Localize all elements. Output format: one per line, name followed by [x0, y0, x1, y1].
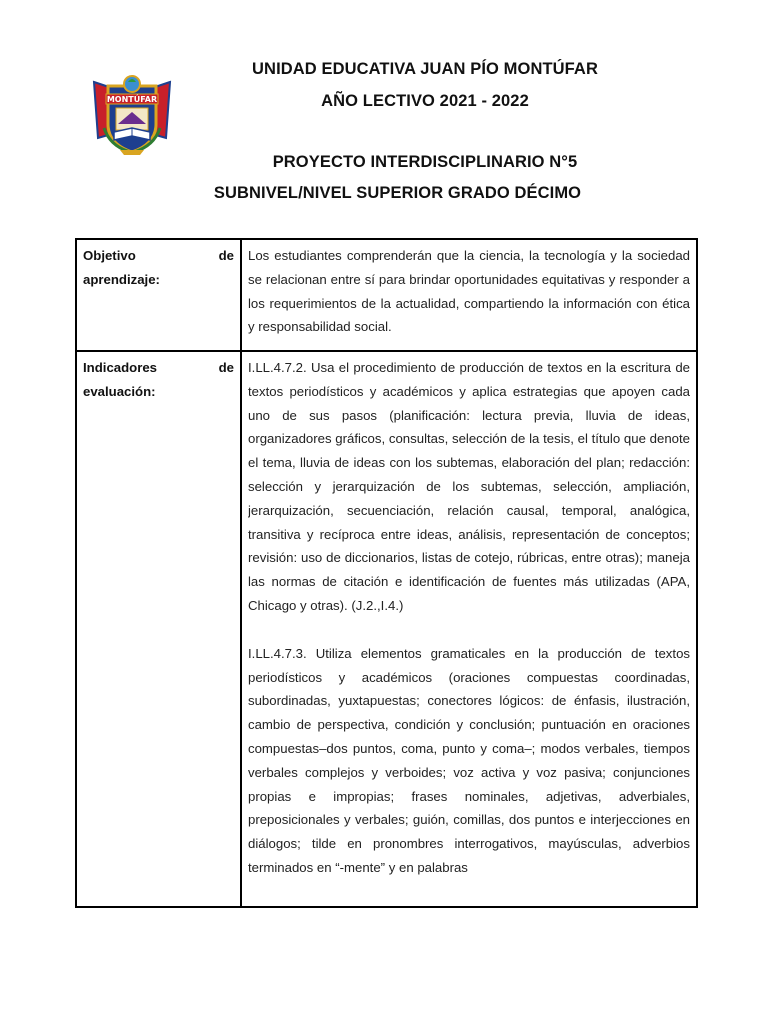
row-content-cell [241, 351, 697, 907]
objective-paragraph: Los estudiantes comprenderán que la ciencia, la tecnología y la sociedad se relacionan entre sí para brindar oportunidades equitativas y responder a los requerimientos de la actualidad, compartiendo la información con ética y responsabilidad social. [248, 248, 690, 335]
row-label-word: Indicadores [83, 360, 158, 375]
school-crest-logo [90, 72, 174, 156]
row-content-cell [241, 239, 697, 351]
indicator-paragraph: I.LL.4.7.3. Utiliza elementos gramaticales en la producción de textos periodísticos y académicos (oraciones compuestas coordinadas, subordinadas, yuxtapuestas; conectores lógicos: de énfasis, ilustración, cambio de perspectiva, condición y conclusión; puntuación en oraciones compuestas–dos puntos, coma, punto y coma–; modos verbales, tiempos verbales complejos y verboides; voz activa y voz pasiva; conjunciones propias e impropias; frases nominales, adjetivas, adverbiales, preposicionales y verbales; guión, comillas, dos puntos e interjecciones en diálogos; tilde en pronombres interrogativos, mayúsculas, adverbios terminados en “-mente” y en palabras [248, 645, 690, 875]
row-label-word: Objetivo [83, 248, 136, 263]
project-table [75, 238, 698, 908]
row-label-word: aprendizaje: [83, 271, 160, 287]
project-title: PROYECTO INTERDISCIPLINARIO N°5 [272, 153, 578, 171]
row-label-cell [76, 239, 241, 351]
row-label-cell [76, 351, 241, 907]
row-label-word: evaluación: [83, 383, 156, 399]
table-row [76, 351, 697, 907]
indicator-paragraph: I.LL.4.7.2. Usa el procedimiento de producción de textos en la escritura de textos periodísticos y académicos y aplica estrategias que apoyen cada uno de sus pasos (planificación: lectura previa, lluvia de ideas, organizadores gráficos, consultas, selección de la tesis, el título que denote el tema, lluvia de ideas con los subtemas, elaboración del plan; redacción: selección y jerarquización de los subtemas, selección, ampliación, jerarquización, secuenciación, relación causal, temporal, analógica, transitiva y recíproca entre ideas, análisis, representación de conceptos; revisión: uso de diccionarios, listas de cotejo, rúbricas, entre otras); maneja las normas de citación e identificación de fuentes más utilizadas (APA, Chicago y otras). (J.2.,I.4.) [248, 360, 690, 613]
row-label-word: de [218, 248, 234, 263]
svg-text:MONTÚFAR: MONTÚFAR [106, 95, 158, 104]
school-name: UNIDAD EDUCATIVA JUAN PÍO MONTÚFAR [252, 60, 598, 78]
level-title: SUBNIVEL/NIVEL SUPERIOR GRADO DÉCIMO [213, 184, 582, 202]
school-year: AÑO LECTIVO 2021 - 2022 [321, 92, 529, 110]
table-row [76, 239, 697, 351]
row-label-word: de [218, 360, 234, 375]
